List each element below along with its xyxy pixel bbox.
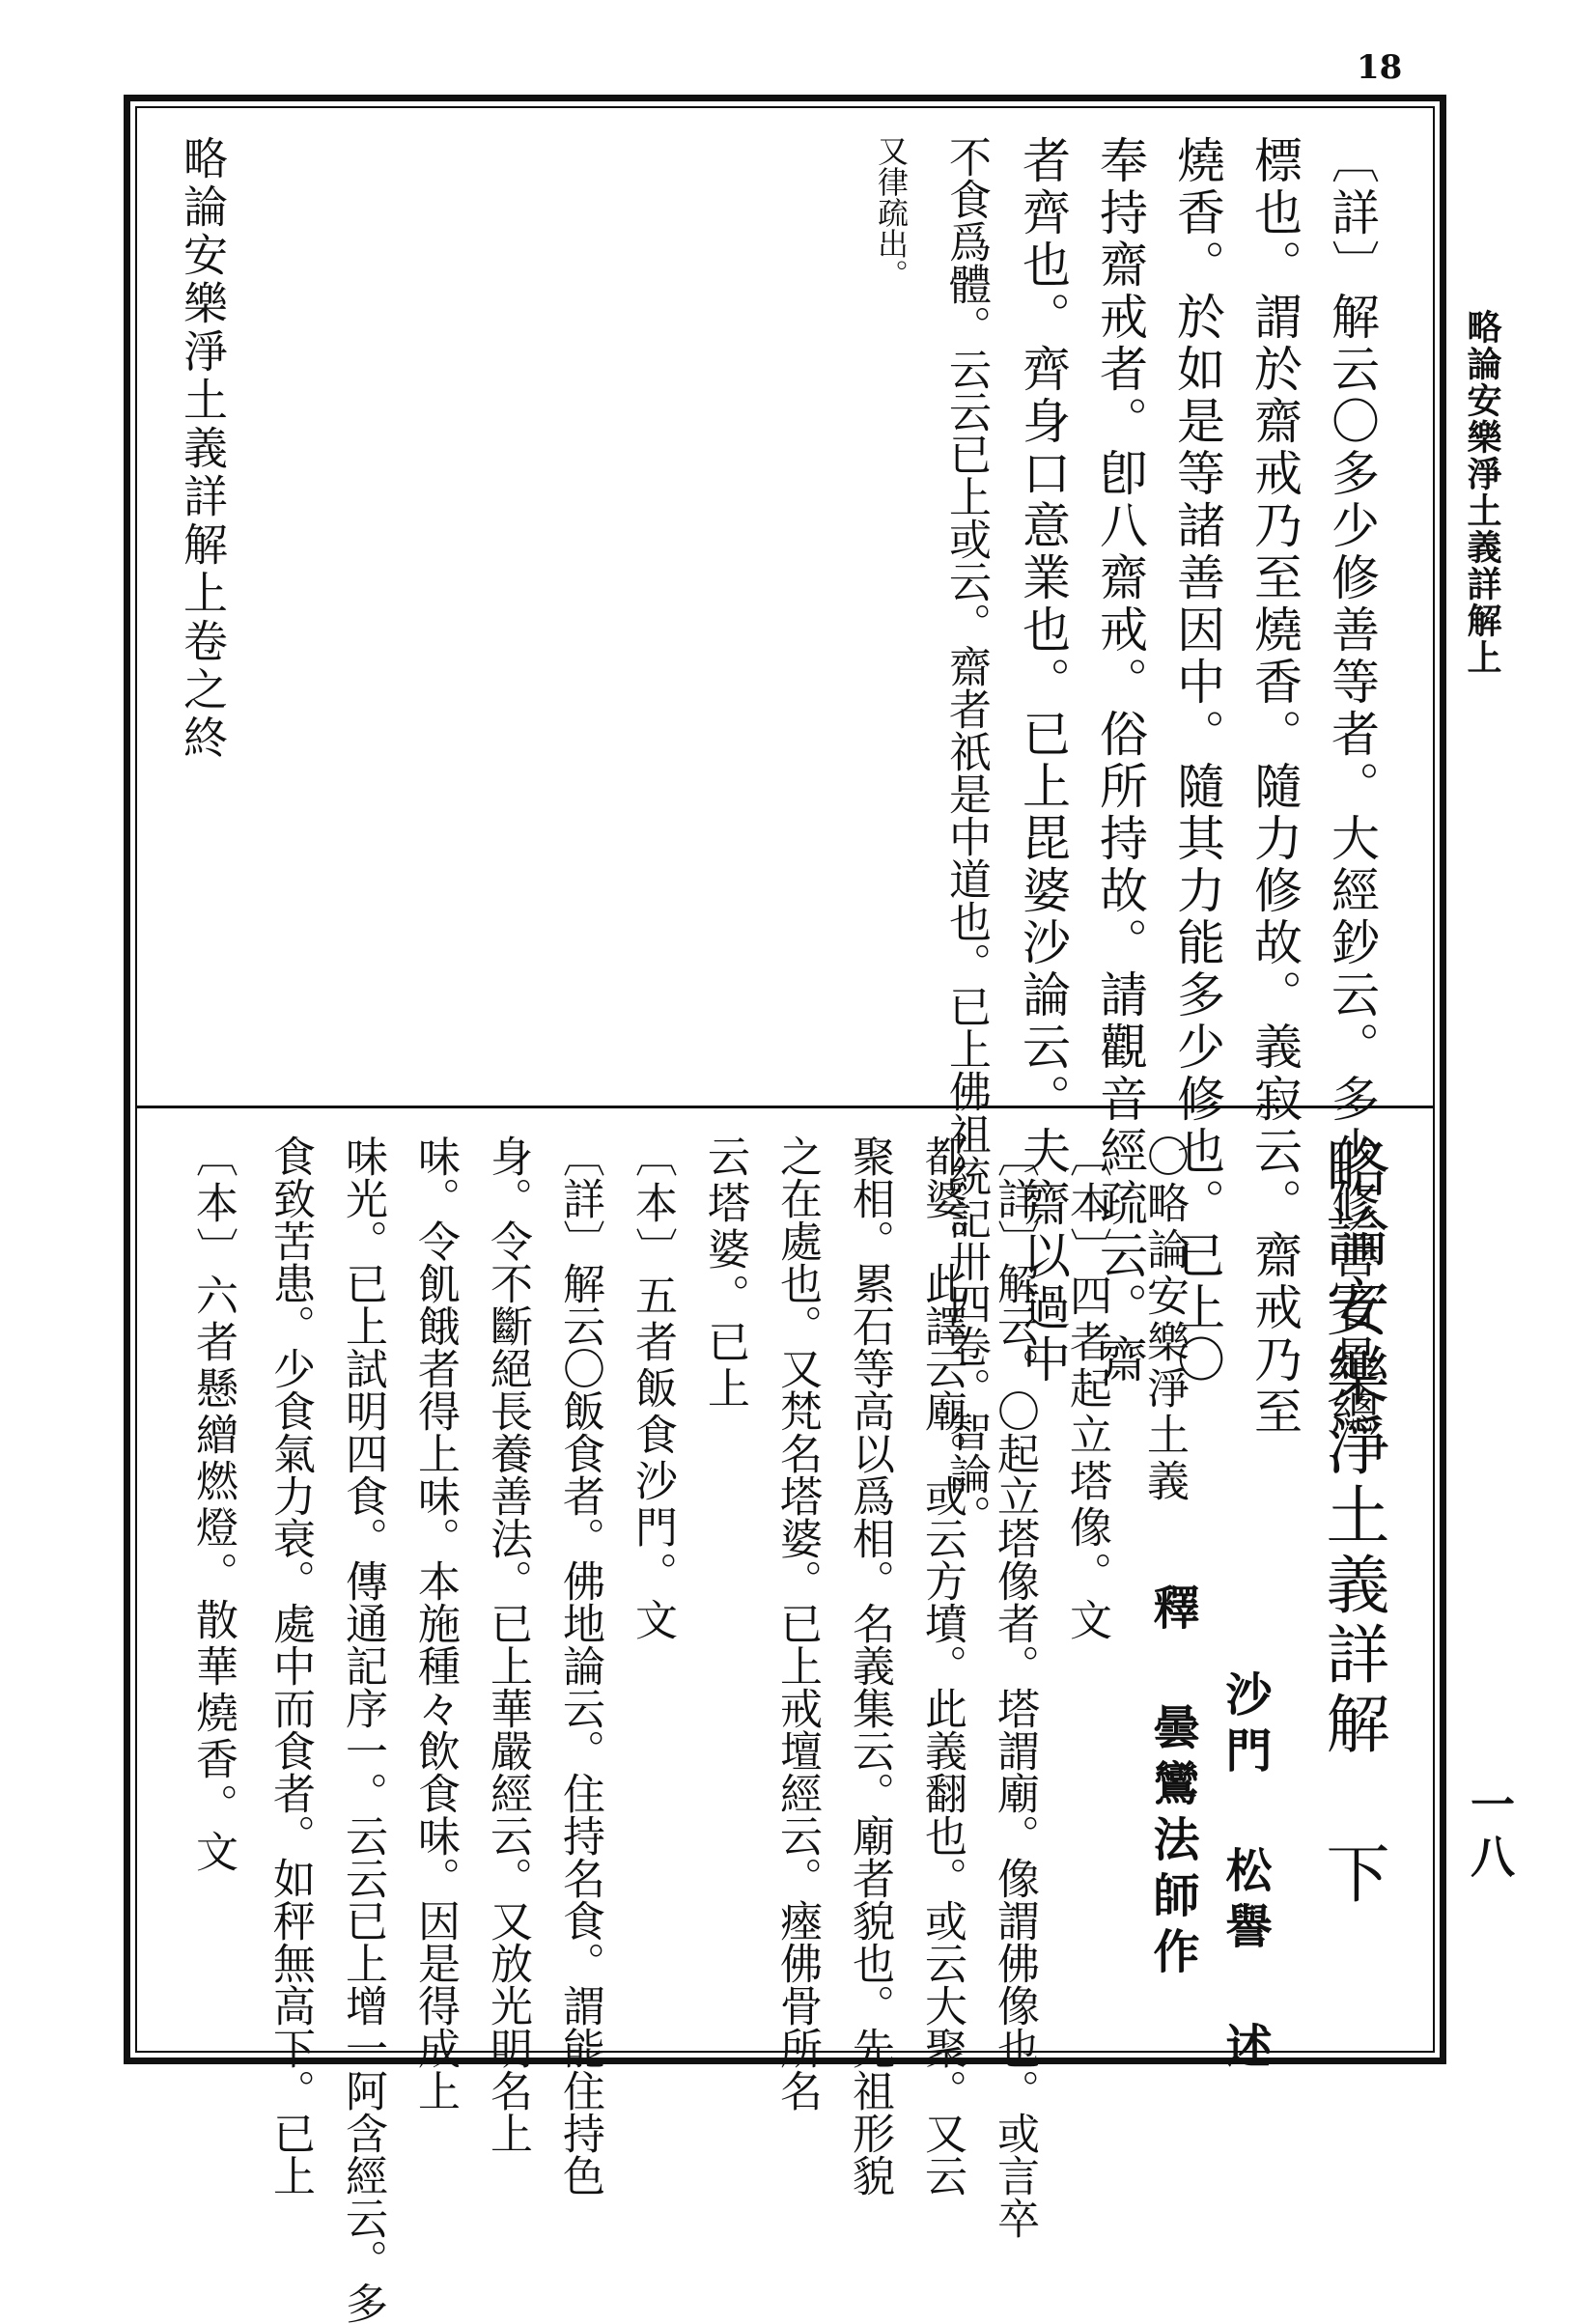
section-divider — [135, 1106, 1435, 1108]
lower-column-3: 〔詳〕解云。〇起立塔像者。塔謂廟。像謂佛像也。或言卒 — [990, 1134, 1039, 2239]
lower-column-10: 身。令不斷絕長養善法。已上華嚴經云。又放光明名上 — [483, 1134, 532, 2154]
lower-title: 略論安樂淨土義詳解 下 — [1315, 1134, 1389, 1910]
upper-column-7: 又律疏出。 — [873, 135, 910, 290]
lower-column-13: 食致苦患。少食氣力衰。處中而食者。如秤無高下。已上 — [266, 1134, 315, 2197]
margin-title: 略論安樂淨土義詳解上 — [1462, 309, 1502, 676]
upper-end-title: 略論安樂淨土義詳解上卷之終 — [177, 135, 229, 763]
lower-column-8: 〔本〕五者飯食沙門。文 — [628, 1134, 677, 1644]
upper-column-1: 〔詳〕解云〇多少修善等者。大經鈔云。多少修善者是總 — [1324, 135, 1380, 1439]
margin-page-number: 一八 — [1464, 1781, 1516, 1886]
lower-column-14: 〔本〕六者懸繒燃燈。散華燒香。文 — [188, 1134, 238, 1876]
lower-column-5: 聚相。累石等高以爲相。名義集云。廟者貌也。先祖形貌 — [845, 1134, 894, 2197]
page-number: 18 — [1357, 48, 1403, 87]
author-line-2: 釋 曇鸞法師作 — [1145, 1583, 1199, 1983]
lower-column-9: 〔詳〕解云〇飯食者。佛地論云。住持名食。謂能住持色 — [555, 1134, 604, 2197]
lower-column-7: 云塔婆。已上 — [700, 1134, 749, 1413]
upper-column-4: 奉持齋戒者。卽八齋戒。俗所持故。請觀音經疏云。齋 — [1092, 135, 1148, 1386]
upper-column-3: 燒香。於如是等諸善因中。隨其力能多少修也。已上〇 — [1169, 135, 1225, 1386]
lower-column-4: 都婆。此譯云廟。或云方墳。此義翻也。或云大聚。又云 — [917, 1134, 967, 2197]
lower-column-2: 〔本〕四者起立塔像。文 — [1062, 1134, 1111, 1644]
lower-column-12: 味光。已上試明四食。傳通記序一。云云已上增一阿含經云。多 — [338, 1134, 387, 2324]
upper-column-5: 者齊也。齊身口意業也。已上毘婆沙論云。夫齋以過中 — [1015, 135, 1071, 1386]
upper-column-2: 標也。謂於齋戒乃至燒香。隨力修故。義寂云。齋戒乃至 — [1247, 135, 1303, 1439]
lower-column-6: 之在處也。又梵名塔婆。已上戒壇經云。瘞佛骨所名 — [772, 1134, 822, 2112]
upper-column-6: 不食爲體。云云已上或云。齋者祇是中道也。已上佛祖統記卅四卷。智論。 — [941, 135, 991, 1537]
lower-column-1: 〇略論安樂淨土義 — [1139, 1134, 1189, 1505]
author-line-1: 沙門 松譽 述 — [1218, 1670, 1272, 2078]
lower-column-11: 味。令飢餓者得上味。本施種々飲食味。因是得成上 — [410, 1134, 460, 2112]
